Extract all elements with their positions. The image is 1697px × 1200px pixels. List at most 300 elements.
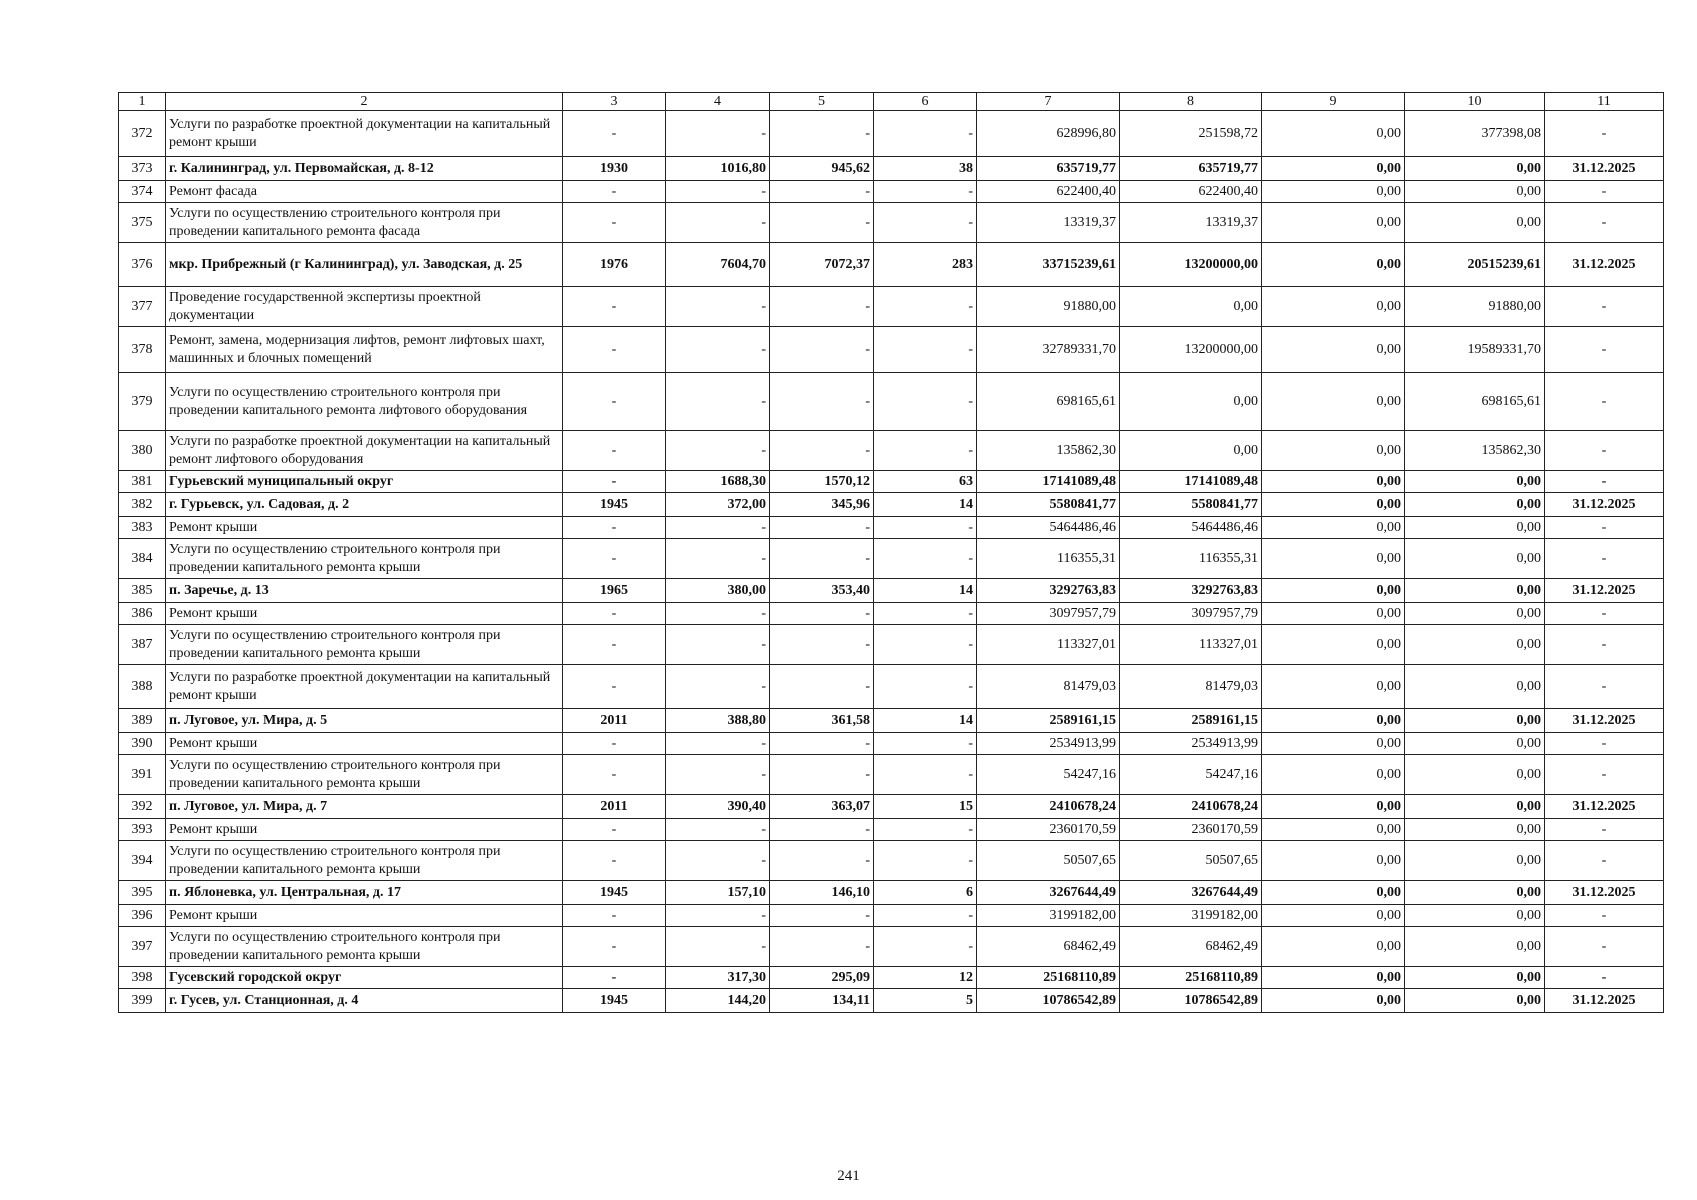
owners-amount-cell: 0,00 — [1405, 665, 1545, 709]
owners-amount-cell: 0,00 — [1405, 493, 1545, 517]
budget-amount-cell: 0,00 — [1262, 327, 1405, 373]
table-row — [119, 665, 1664, 709]
total-cost-cell: 698165,61 — [977, 373, 1120, 431]
item-name-cell: Ремонт крыши — [166, 819, 563, 841]
area-living-cell: 295,09 — [770, 967, 874, 989]
table-row — [119, 755, 1664, 795]
total-cost-cell: 3292763,83 — [977, 579, 1120, 603]
fund-amount-cell: 3097957,79 — [1120, 603, 1262, 625]
total-cost-cell: 135862,30 — [977, 431, 1120, 471]
row-number-cell: 388 — [119, 665, 166, 709]
residents-cell: - — [874, 819, 977, 841]
owners-amount-cell: 0,00 — [1405, 795, 1545, 819]
table-row — [119, 493, 1664, 517]
fund-amount-cell: 3199182,00 — [1120, 905, 1262, 927]
deadline-cell: - — [1545, 905, 1664, 927]
total-cost-cell: 13319,37 — [977, 203, 1120, 243]
fund-amount-cell: 68462,49 — [1120, 927, 1262, 967]
owners-amount-cell: 135862,30 — [1405, 431, 1545, 471]
area-total-cell: 372,00 — [666, 493, 770, 517]
area-living-cell: - — [770, 625, 874, 665]
table-row — [119, 539, 1664, 579]
year-cell: 2011 — [563, 795, 666, 819]
table-row — [119, 905, 1664, 927]
item-name-cell: мкр. Прибрежный (г Калининград), ул. Заводская, д. 25 — [166, 243, 563, 287]
total-cost-cell: 91880,00 — [977, 287, 1120, 327]
area-living-cell: 353,40 — [770, 579, 874, 603]
row-number-cell: 399 — [119, 989, 166, 1013]
area-living-cell: 345,96 — [770, 493, 874, 517]
owners-amount-cell: 91880,00 — [1405, 287, 1545, 327]
row-number-cell: 382 — [119, 493, 166, 517]
fund-amount-cell: 50507,65 — [1120, 841, 1262, 881]
owners-amount-cell: 0,00 — [1405, 905, 1545, 927]
area-total-cell: - — [666, 327, 770, 373]
table-row — [119, 733, 1664, 755]
area-total-cell: 157,10 — [666, 881, 770, 905]
deadline-cell: - — [1545, 471, 1664, 493]
deadline-cell: - — [1545, 539, 1664, 579]
deadline-cell: 31.12.2025 — [1545, 493, 1664, 517]
fund-amount-cell: 113327,01 — [1120, 625, 1262, 665]
column-header: 10 — [1405, 93, 1545, 111]
total-cost-cell: 33715239,61 — [977, 243, 1120, 287]
residents-cell: 38 — [874, 157, 977, 181]
total-cost-cell: 54247,16 — [977, 755, 1120, 795]
total-cost-cell: 2360170,59 — [977, 819, 1120, 841]
area-living-cell: - — [770, 203, 874, 243]
total-cost-cell: 32789331,70 — [977, 327, 1120, 373]
area-total-cell: 1016,80 — [666, 157, 770, 181]
budget-amount-cell: 0,00 — [1262, 905, 1405, 927]
fund-amount-cell: 13200000,00 — [1120, 243, 1262, 287]
residents-cell: 14 — [874, 579, 977, 603]
area-living-cell: - — [770, 755, 874, 795]
area-total-cell: 390,40 — [666, 795, 770, 819]
year-cell: - — [563, 603, 666, 625]
area-living-cell: 146,10 — [770, 881, 874, 905]
residents-cell: - — [874, 603, 977, 625]
budget-amount-cell: 0,00 — [1262, 493, 1405, 517]
area-living-cell: - — [770, 287, 874, 327]
residents-cell: - — [874, 517, 977, 539]
column-header: 9 — [1262, 93, 1405, 111]
area-total-cell: - — [666, 927, 770, 967]
deadline-cell: - — [1545, 431, 1664, 471]
total-cost-cell: 3267644,49 — [977, 881, 1120, 905]
total-cost-cell: 50507,65 — [977, 841, 1120, 881]
item-name-cell: п. Заречье, д. 13 — [166, 579, 563, 603]
fund-amount-cell: 622400,40 — [1120, 181, 1262, 203]
deadline-cell: - — [1545, 327, 1664, 373]
table-row — [119, 373, 1664, 431]
total-cost-cell: 2534913,99 — [977, 733, 1120, 755]
year-cell: 2011 — [563, 709, 666, 733]
budget-amount-cell: 0,00 — [1262, 203, 1405, 243]
year-cell: - — [563, 203, 666, 243]
table-row — [119, 579, 1664, 603]
year-cell: 1976 — [563, 243, 666, 287]
total-cost-cell: 68462,49 — [977, 927, 1120, 967]
deadline-cell: 31.12.2025 — [1545, 243, 1664, 287]
item-name-cell: Услуги по осуществлению строительного контроля при проведении капитального ремонта фасада — [166, 203, 563, 243]
table-row — [119, 709, 1664, 733]
fund-amount-cell: 13319,37 — [1120, 203, 1262, 243]
deadline-cell: - — [1545, 967, 1664, 989]
table-row — [119, 471, 1664, 493]
row-number-cell: 377 — [119, 287, 166, 327]
owners-amount-cell: 0,00 — [1405, 157, 1545, 181]
deadline-cell: 31.12.2025 — [1545, 881, 1664, 905]
area-total-cell: 1688,30 — [666, 471, 770, 493]
residents-cell: - — [874, 665, 977, 709]
table-row — [119, 287, 1664, 327]
fund-amount-cell: 81479,03 — [1120, 665, 1262, 709]
area-living-cell: - — [770, 733, 874, 755]
deadline-cell: - — [1545, 181, 1664, 203]
table-row — [119, 989, 1664, 1013]
area-living-cell: - — [770, 111, 874, 157]
column-number-header-row — [119, 93, 1664, 111]
item-name-cell: Услуги по разработке проектной документации на капитальный ремонт лифтового оборудования — [166, 431, 563, 471]
row-number-cell: 390 — [119, 733, 166, 755]
budget-amount-cell: 0,00 — [1262, 181, 1405, 203]
area-living-cell: - — [770, 327, 874, 373]
area-living-cell: - — [770, 905, 874, 927]
year-cell: - — [563, 905, 666, 927]
residents-cell: 283 — [874, 243, 977, 287]
area-living-cell: - — [770, 539, 874, 579]
deadline-cell: 31.12.2025 — [1545, 709, 1664, 733]
fund-amount-cell: 0,00 — [1120, 431, 1262, 471]
year-cell: - — [563, 539, 666, 579]
total-cost-cell: 3199182,00 — [977, 905, 1120, 927]
item-name-cell: Гурьевский муниципальный округ — [166, 471, 563, 493]
fund-amount-cell: 17141089,48 — [1120, 471, 1262, 493]
table-row — [119, 157, 1664, 181]
row-number-cell: 375 — [119, 203, 166, 243]
table-row — [119, 819, 1664, 841]
area-total-cell: - — [666, 287, 770, 327]
budget-amount-cell: 0,00 — [1262, 287, 1405, 327]
residents-cell: 6 — [874, 881, 977, 905]
budget-amount-cell: 0,00 — [1262, 625, 1405, 665]
owners-amount-cell: 0,00 — [1405, 881, 1545, 905]
budget-amount-cell: 0,00 — [1262, 373, 1405, 431]
row-number-cell: 395 — [119, 881, 166, 905]
residents-cell: - — [874, 287, 977, 327]
year-cell: - — [563, 373, 666, 431]
residents-cell: - — [874, 111, 977, 157]
table-row — [119, 795, 1664, 819]
year-cell: - — [563, 471, 666, 493]
budget-amount-cell: 0,00 — [1262, 709, 1405, 733]
residents-cell: 15 — [874, 795, 977, 819]
deadline-cell: - — [1545, 111, 1664, 157]
area-total-cell: - — [666, 905, 770, 927]
year-cell: - — [563, 327, 666, 373]
area-living-cell: 134,11 — [770, 989, 874, 1013]
fund-amount-cell: 54247,16 — [1120, 755, 1262, 795]
fund-amount-cell: 0,00 — [1120, 287, 1262, 327]
year-cell: - — [563, 431, 666, 471]
area-living-cell: - — [770, 431, 874, 471]
item-name-cell: Услуги по осуществлению строительного контроля при проведении капитального ремонта лифтового оборудования — [166, 373, 563, 431]
deadline-cell: - — [1545, 841, 1664, 881]
column-header: 5 — [770, 93, 874, 111]
item-name-cell: Ремонт крыши — [166, 905, 563, 927]
item-name-cell: Ремонт крыши — [166, 733, 563, 755]
fund-amount-cell: 5464486,46 — [1120, 517, 1262, 539]
budget-amount-cell: 0,00 — [1262, 579, 1405, 603]
deadline-cell: - — [1545, 517, 1664, 539]
deadline-cell: 31.12.2025 — [1545, 795, 1664, 819]
page-number: 241 — [837, 1168, 860, 1184]
year-cell: 1945 — [563, 989, 666, 1013]
owners-amount-cell: 0,00 — [1405, 181, 1545, 203]
table-row — [119, 967, 1664, 989]
owners-amount-cell: 20515239,61 — [1405, 243, 1545, 287]
owners-amount-cell: 0,00 — [1405, 967, 1545, 989]
total-cost-cell: 116355,31 — [977, 539, 1120, 579]
owners-amount-cell: 0,00 — [1405, 579, 1545, 603]
total-cost-cell: 5580841,77 — [977, 493, 1120, 517]
budget-amount-cell: 0,00 — [1262, 967, 1405, 989]
area-living-cell: 945,62 — [770, 157, 874, 181]
total-cost-cell: 635719,77 — [977, 157, 1120, 181]
fund-amount-cell: 10786542,89 — [1120, 989, 1262, 1013]
deadline-cell: - — [1545, 927, 1664, 967]
budget-amount-cell: 0,00 — [1262, 665, 1405, 709]
row-number-cell: 392 — [119, 795, 166, 819]
residents-cell: 14 — [874, 493, 977, 517]
deadline-cell: 31.12.2025 — [1545, 579, 1664, 603]
budget-amount-cell: 0,00 — [1262, 989, 1405, 1013]
area-total-cell: - — [666, 603, 770, 625]
owners-amount-cell: 0,00 — [1405, 733, 1545, 755]
area-total-cell: - — [666, 181, 770, 203]
total-cost-cell: 2589161,15 — [977, 709, 1120, 733]
fund-amount-cell: 5580841,77 — [1120, 493, 1262, 517]
area-living-cell: - — [770, 927, 874, 967]
owners-amount-cell: 0,00 — [1405, 203, 1545, 243]
item-name-cell: Ремонт, замена, модернизация лифтов, ремонт лифтовых шахт, машинных и блочных помещений — [166, 327, 563, 373]
fund-amount-cell: 116355,31 — [1120, 539, 1262, 579]
total-cost-cell: 628996,80 — [977, 111, 1120, 157]
table-row — [119, 603, 1664, 625]
owners-amount-cell: 0,00 — [1405, 539, 1545, 579]
item-name-cell: п. Луговое, ул. Мира, д. 5 — [166, 709, 563, 733]
owners-amount-cell: 0,00 — [1405, 603, 1545, 625]
residents-cell: - — [874, 327, 977, 373]
fund-amount-cell: 251598,72 — [1120, 111, 1262, 157]
column-header: 8 — [1120, 93, 1262, 111]
residents-cell: - — [874, 181, 977, 203]
row-number-cell: 376 — [119, 243, 166, 287]
year-cell: - — [563, 967, 666, 989]
year-cell: 1945 — [563, 881, 666, 905]
item-name-cell: г. Калининград, ул. Первомайская, д. 8-12 — [166, 157, 563, 181]
area-living-cell: - — [770, 603, 874, 625]
residents-cell: - — [874, 733, 977, 755]
item-name-cell: Услуги по осуществлению строительного контроля при проведении капитального ремонта крыши — [166, 539, 563, 579]
residents-cell: - — [874, 841, 977, 881]
budget-amount-cell: 0,00 — [1262, 111, 1405, 157]
item-name-cell: п. Луговое, ул. Мира, д. 7 — [166, 795, 563, 819]
row-number-cell: 373 — [119, 157, 166, 181]
deadline-cell: - — [1545, 733, 1664, 755]
fund-amount-cell: 0,00 — [1120, 373, 1262, 431]
row-number-cell: 384 — [119, 539, 166, 579]
total-cost-cell: 81479,03 — [977, 665, 1120, 709]
row-number-cell: 385 — [119, 579, 166, 603]
budget-amount-cell: 0,00 — [1262, 795, 1405, 819]
budget-amount-cell: 0,00 — [1262, 841, 1405, 881]
table-row — [119, 243, 1664, 287]
area-living-cell: - — [770, 181, 874, 203]
table-row — [119, 111, 1664, 157]
table-row — [119, 181, 1664, 203]
fund-amount-cell: 2360170,59 — [1120, 819, 1262, 841]
item-name-cell: Ремонт крыши — [166, 603, 563, 625]
table-row — [119, 203, 1664, 243]
year-cell: - — [563, 733, 666, 755]
year-cell: - — [563, 625, 666, 665]
budget-amount-cell: 0,00 — [1262, 603, 1405, 625]
area-living-cell: - — [770, 841, 874, 881]
total-cost-cell: 622400,40 — [977, 181, 1120, 203]
year-cell: - — [563, 841, 666, 881]
area-total-cell: - — [666, 755, 770, 795]
deadline-cell: - — [1545, 603, 1664, 625]
item-name-cell: Услуги по осуществлению строительного контроля при проведении капитального ремонта крыши — [166, 927, 563, 967]
budget-amount-cell: 0,00 — [1262, 819, 1405, 841]
year-cell: 1945 — [563, 493, 666, 517]
residents-cell: 63 — [874, 471, 977, 493]
fund-amount-cell: 635719,77 — [1120, 157, 1262, 181]
budget-amount-cell: 0,00 — [1262, 243, 1405, 287]
total-cost-cell: 25168110,89 — [977, 967, 1120, 989]
area-total-cell: 317,30 — [666, 967, 770, 989]
budget-amount-cell: 0,00 — [1262, 539, 1405, 579]
residents-cell: - — [874, 927, 977, 967]
row-number-cell: 380 — [119, 431, 166, 471]
year-cell: - — [563, 927, 666, 967]
owners-amount-cell: 0,00 — [1405, 927, 1545, 967]
deadline-cell: - — [1545, 203, 1664, 243]
residents-cell: 5 — [874, 989, 977, 1013]
table-row — [119, 841, 1664, 881]
owners-amount-cell: 0,00 — [1405, 989, 1545, 1013]
item-name-cell: Услуги по осуществлению строительного контроля при проведении капитального ремонта крыши — [166, 755, 563, 795]
owners-amount-cell: 0,00 — [1405, 517, 1545, 539]
residents-cell: - — [874, 625, 977, 665]
row-number-cell: 378 — [119, 327, 166, 373]
item-name-cell: Проведение государственной экспертизы проектной документации — [166, 287, 563, 327]
column-header: 1 — [119, 93, 166, 111]
item-name-cell: Ремонт фасада — [166, 181, 563, 203]
item-name-cell: Ремонт крыши — [166, 517, 563, 539]
owners-amount-cell: 19589331,70 — [1405, 327, 1545, 373]
row-number-cell: 383 — [119, 517, 166, 539]
deadline-cell: - — [1545, 819, 1664, 841]
row-number-cell: 389 — [119, 709, 166, 733]
residents-cell: - — [874, 755, 977, 795]
area-total-cell: 388,80 — [666, 709, 770, 733]
area-total-cell: - — [666, 819, 770, 841]
fund-amount-cell: 2589161,15 — [1120, 709, 1262, 733]
item-name-cell: г. Гурьевск, ул. Садовая, д. 2 — [166, 493, 563, 517]
area-total-cell: - — [666, 539, 770, 579]
owners-amount-cell: 0,00 — [1405, 755, 1545, 795]
item-name-cell: Услуги по осуществлению строительного контроля при проведении капитального ремонта крыши — [166, 625, 563, 665]
year-cell: - — [563, 181, 666, 203]
item-name-cell: Услуги по разработке проектной документации на капитальный ремонт крыши — [166, 665, 563, 709]
total-cost-cell: 17141089,48 — [977, 471, 1120, 493]
area-living-cell: - — [770, 665, 874, 709]
item-name-cell: Гусевский городской округ — [166, 967, 563, 989]
year-cell: 1965 — [563, 579, 666, 603]
deadline-cell: 31.12.2025 — [1545, 989, 1664, 1013]
year-cell: 1930 — [563, 157, 666, 181]
row-number-cell: 374 — [119, 181, 166, 203]
budget-amount-cell: 0,00 — [1262, 157, 1405, 181]
area-total-cell: - — [666, 665, 770, 709]
fund-amount-cell: 3292763,83 — [1120, 579, 1262, 603]
area-living-cell: 363,07 — [770, 795, 874, 819]
year-cell: - — [563, 819, 666, 841]
column-header: 2 — [166, 93, 563, 111]
table-row — [119, 881, 1664, 905]
row-number-cell: 396 — [119, 905, 166, 927]
fund-amount-cell: 2410678,24 — [1120, 795, 1262, 819]
deadline-cell: - — [1545, 625, 1664, 665]
residents-cell: 12 — [874, 967, 977, 989]
fund-amount-cell: 25168110,89 — [1120, 967, 1262, 989]
area-total-cell: - — [666, 111, 770, 157]
total-cost-cell: 10786542,89 — [977, 989, 1120, 1013]
area-living-cell: 361,58 — [770, 709, 874, 733]
total-cost-cell: 3097957,79 — [977, 603, 1120, 625]
row-number-cell: 394 — [119, 841, 166, 881]
row-number-cell: 372 — [119, 111, 166, 157]
column-header: 6 — [874, 93, 977, 111]
deadline-cell: - — [1545, 373, 1664, 431]
capital-repair-table — [118, 92, 1664, 1013]
item-name-cell: п. Яблоневка, ул. Центральная, д. 17 — [166, 881, 563, 905]
owners-amount-cell: 0,00 — [1405, 841, 1545, 881]
residents-cell: 14 — [874, 709, 977, 733]
owners-amount-cell: 0,00 — [1405, 819, 1545, 841]
area-living-cell: - — [770, 517, 874, 539]
year-cell: - — [563, 287, 666, 327]
total-cost-cell: 5464486,46 — [977, 517, 1120, 539]
deadline-cell: - — [1545, 665, 1664, 709]
area-total-cell: - — [666, 733, 770, 755]
owners-amount-cell: 377398,08 — [1405, 111, 1545, 157]
budget-amount-cell: 0,00 — [1262, 881, 1405, 905]
fund-amount-cell: 3267644,49 — [1120, 881, 1262, 905]
table-row — [119, 327, 1664, 373]
area-living-cell: - — [770, 373, 874, 431]
owners-amount-cell: 0,00 — [1405, 709, 1545, 733]
column-header: 11 — [1545, 93, 1664, 111]
owners-amount-cell: 0,00 — [1405, 471, 1545, 493]
year-cell: - — [563, 665, 666, 709]
row-number-cell: 381 — [119, 471, 166, 493]
budget-amount-cell: 0,00 — [1262, 517, 1405, 539]
item-name-cell: Услуги по разработке проектной документации на капитальный ремонт крыши — [166, 111, 563, 157]
